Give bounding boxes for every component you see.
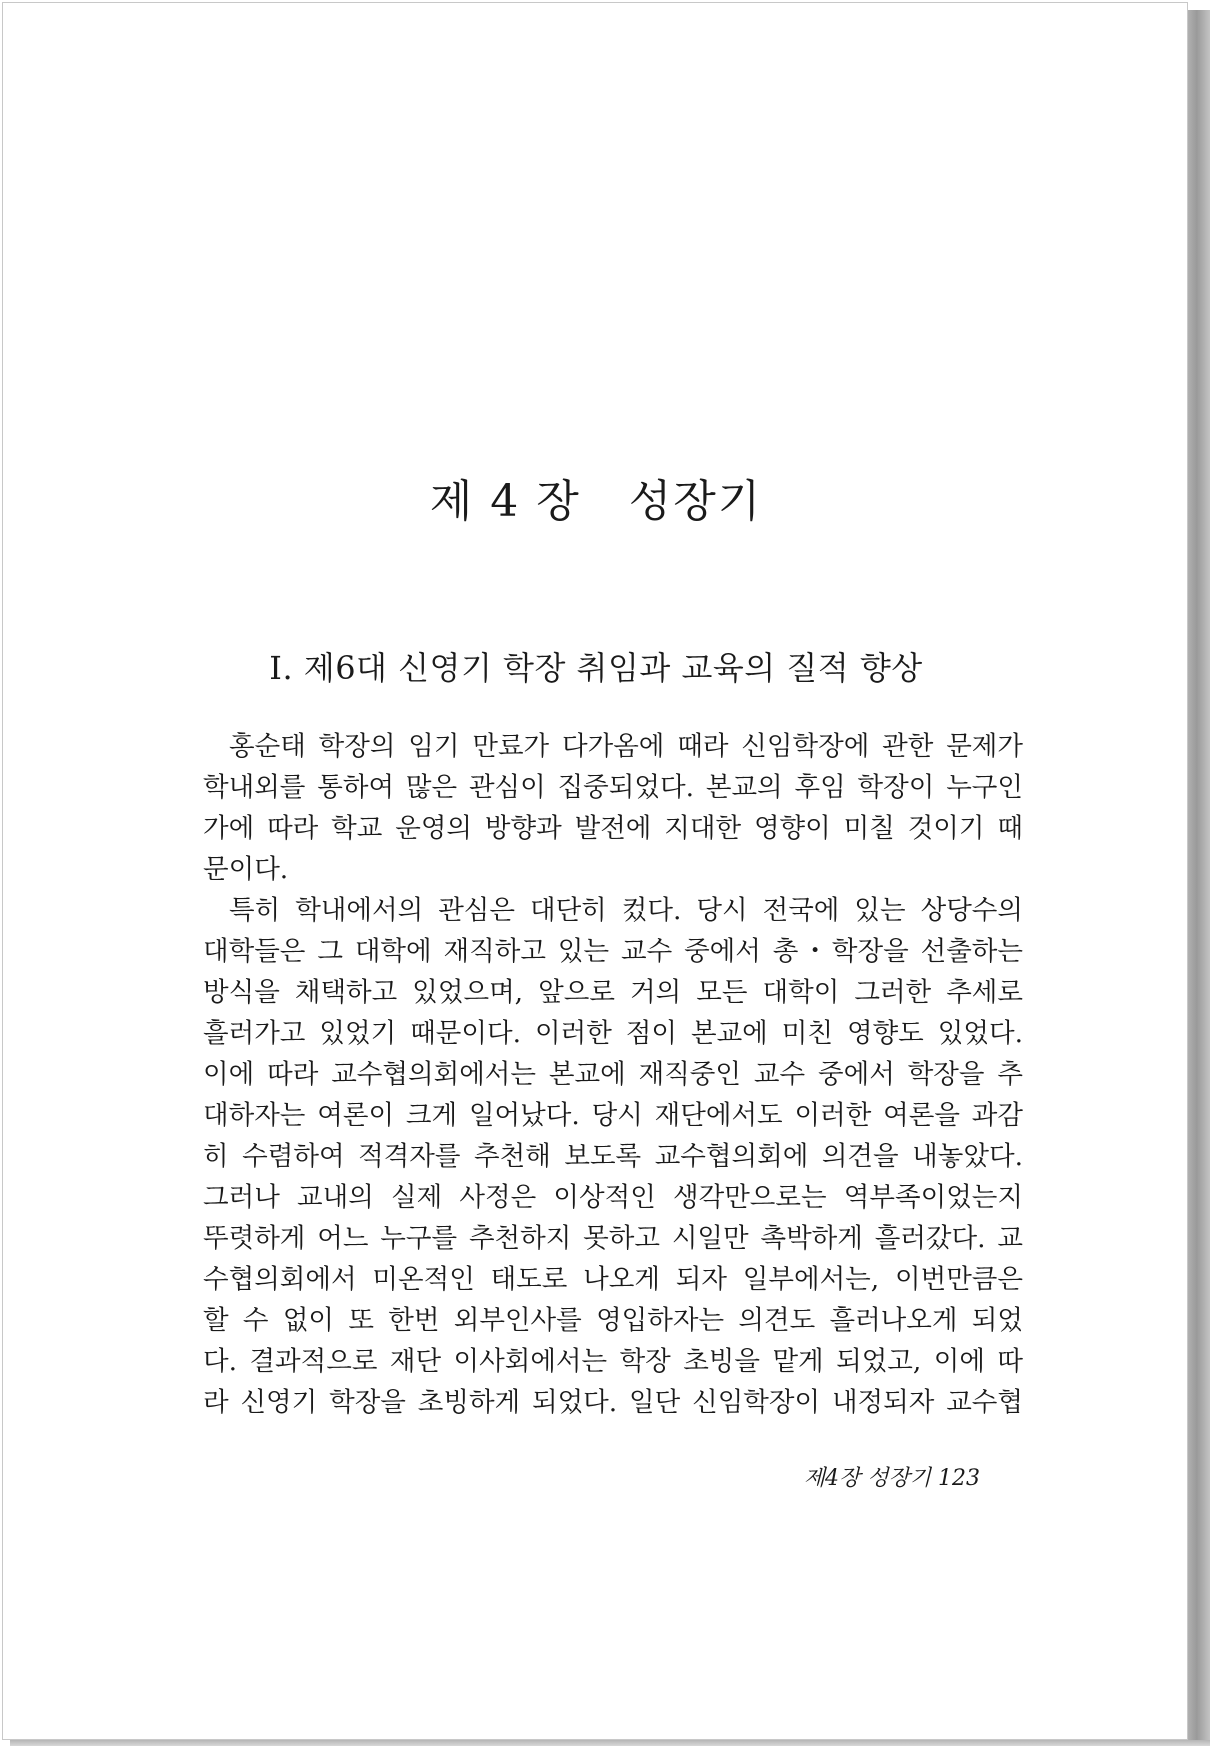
paragraph-line: 다. 결과적으로 재단 이사회에서는 학장 초빙을 맡게 되었고, 이에 따: [203, 1346, 1023, 1377]
paragraph-line: 학내외를 통하여 많은 관심이 집중되었다. 본교의 후임 학장이 누구인: [203, 772, 1023, 803]
paragraph-line: 흘러가고 있었기 때문이다. 이러한 점이 본교에 미친 영향도 있었다.: [203, 1018, 1023, 1049]
paragraph-line: 대하자는 여론이 크게 일어났다. 당시 재단에서도 이러한 여론을 과감: [203, 1100, 1023, 1131]
paragraph-line: 그러나 교내의 실제 사정은 이상적인 생각만으로는 역부족이었는지: [203, 1182, 1023, 1213]
page-edge-shadow-bottom: [10, 1740, 1210, 1746]
page-number: 123: [938, 1466, 980, 1491]
paragraph-line: 할 수 없이 또 한번 외부인사를 영입하자는 의견도 흘러나오게 되었: [203, 1305, 1023, 1336]
paragraph-line: 방식을 채택하고 있었으며, 앞으로 거의 모든 대학이 그러한 추세로: [203, 977, 1023, 1008]
paragraph-line: 라 신영기 학장을 초빙하게 되었다. 일단 신임학장이 내정되자 교수협: [203, 1387, 1023, 1418]
chapter-title: 제 4 장 성장기: [429, 476, 763, 527]
paragraph-line: 뚜렷하게 어느 누구를 추천하지 못하고 시일만 촉박하게 흘러갔다. 교: [203, 1223, 1023, 1254]
page-footer: [804, 1461, 980, 1492]
paragraph-line: 히 수렴하여 적격자를 추천해 보도록 교수협의회에 의견을 내놓았다.: [203, 1141, 1023, 1172]
document-page: [2, 2, 1188, 1740]
paragraph-line: 수협의회에서 미온적인 태도로 나오게 되자 일부에서는, 이번만큼은: [203, 1264, 1023, 1295]
paragraph-line: 이에 따라 교수협의회에서는 본교에 재직중인 교수 중에서 학장을 추: [203, 1059, 1023, 1090]
paragraph-line: 홍순태 학장의 임기 만료가 다가옴에 때라 신임학장에 관한 문제가: [229, 731, 1023, 762]
paragraph-line: 대학들은 그 대학에 재직하고 있는 교수 중에서 총・학장을 선출하는: [203, 936, 1023, 967]
paragraph-line: 가에 따라 학교 운영의 방향과 발전에 지대한 영향이 미칠 것이기 때: [203, 813, 1023, 844]
paragraph-line: 특히 학내에서의 관심은 대단히 컸다. 당시 전국에 있는 상당수의: [229, 895, 1023, 926]
page-edge-shadow: [1188, 10, 1210, 1744]
section-title: Ⅰ. 제6대 신영기 학장 취임과 교육의 질적 향상: [269, 649, 923, 687]
running-head: 제4장 성장기: [803, 1466, 931, 1491]
body-text: [203, 726, 1023, 1423]
paragraph-line: 문이다.: [203, 854, 289, 885]
